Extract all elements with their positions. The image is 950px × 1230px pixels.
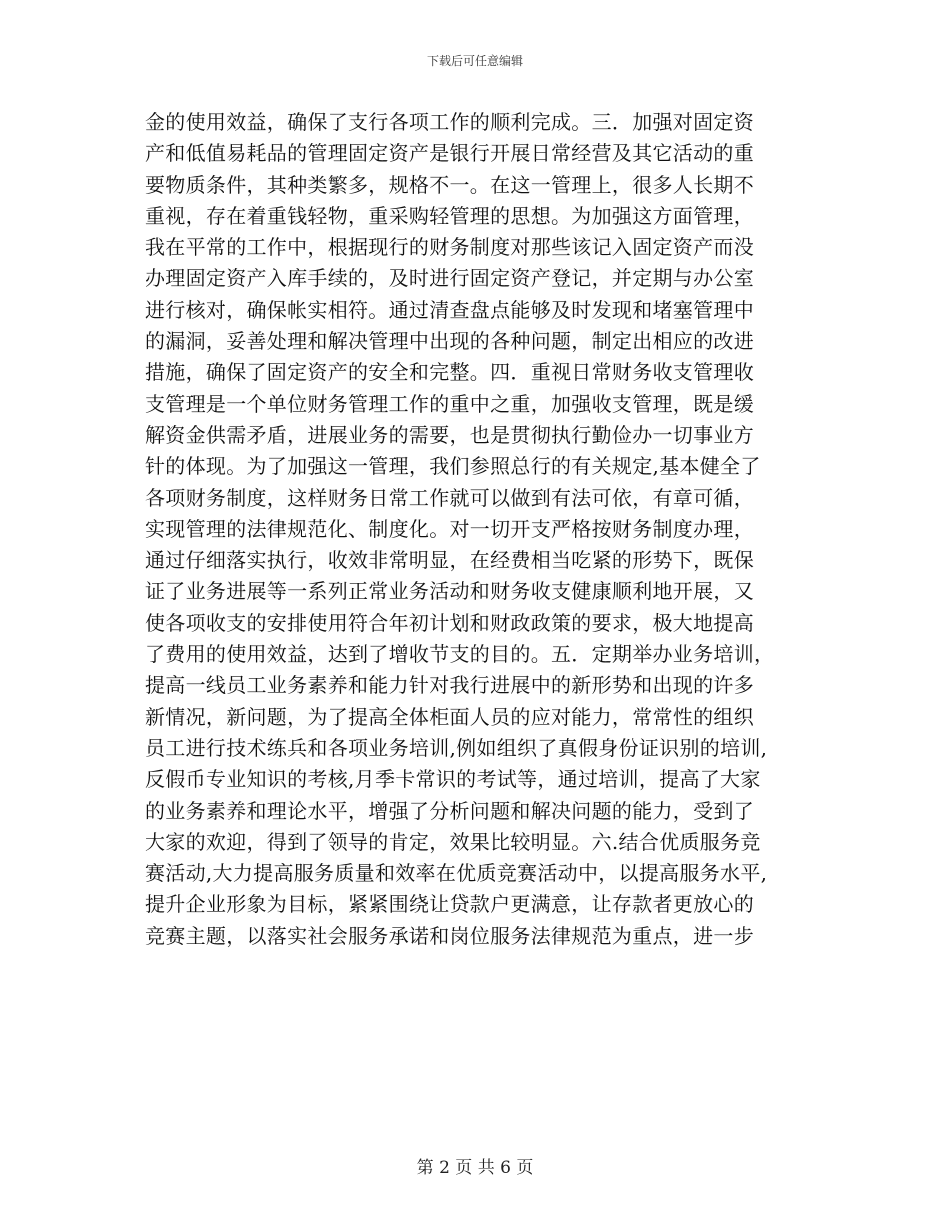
paragraph-line: 各项财务制度，这样财务日常工作就可以做到有法可依，有章可循， bbox=[145, 485, 754, 510]
paragraph-line: 针的体现。为了加强这一管理，我们参照总行的有关规定,基本健全了 bbox=[145, 454, 761, 479]
paragraph-line: 的漏洞，妥善处理和解决管理中出现的各种问题，制定出相应的改进 bbox=[145, 329, 754, 354]
paragraph-line: 员工进行技术练兵和各项业务培训,例如组织了真假身份证识别的培训, bbox=[145, 735, 768, 760]
paragraph-line: 竞赛主题，以落实社会服务承诺和岗位服务法律规范为重点，进一步 bbox=[145, 923, 754, 948]
paragraph-line: 进行核对，确保帐实相符。通过清查盘点能够及时发现和堵塞管理中 bbox=[145, 297, 754, 322]
paragraph-line: 解资金供需矛盾，进展业务的需要，也是贯彻执行勤俭办一切事业方 bbox=[145, 422, 754, 447]
paragraph-line: 产和低值易耗品的管理固定资产是银行开展日常经营及其它活动的重 bbox=[145, 141, 754, 166]
paragraph-line: 措施，确保了固定资产的安全和完整。四．重视日常财务收支管理收 bbox=[145, 360, 754, 385]
paragraph-line: 实现管理的法律规范化、制度化。对一切开支严格按财务制度办理， bbox=[145, 516, 754, 541]
paragraph-line: 金的使用效益，确保了支行各项工作的顺利完成。三．加强对固定资 bbox=[145, 110, 754, 134]
paragraph-line: 使各项收支的安排使用符合年初计划和财政政策的要求，极大地提高 bbox=[145, 610, 754, 635]
paragraph-line: 办理固定资产入库手续的，及时进行固定资产登记，并定期与办公室 bbox=[145, 266, 754, 291]
paragraph-line: 提升企业形象为目标，紧紧围绕让贷款户更满意，让存款者更放心的 bbox=[145, 892, 754, 917]
document-body bbox=[145, 107, 835, 952]
paragraph-line: 通过仔细落实执行，收效非常明显，在经费相当吃紧的形势下，既保 bbox=[145, 548, 754, 573]
page-header-note: 下载后可任意编辑 bbox=[426, 54, 523, 68]
paragraph-line: 我在平常的工作中，根据现行的财务制度对那些该记入固定资产而没 bbox=[145, 235, 754, 260]
paragraph-line: 新情况，新问题，为了提高全体柜面人员的应对能力，常常性的组织 bbox=[145, 704, 754, 729]
paragraph-line: 要物质条件，其种类繁多，规格不一。在这一管理上，很多人长期不 bbox=[145, 172, 754, 197]
paragraph-line: 的业务素养和理论水平，增强了分析问题和解决问题的能力，受到了 bbox=[145, 798, 754, 823]
paragraph-line: 证了业务进展等一系列正常业务活动和财务收支健康顺利地开展，又 bbox=[145, 579, 754, 604]
paragraph-line: 支管理是一个单位财务管理工作的重中之重，加强收支管理，既是缓 bbox=[145, 391, 754, 416]
paragraph-line: 重视，存在着重钱轻物，重采购轻管理的思想。为加强这方面管理， bbox=[145, 203, 754, 228]
paragraph-line: 反假币专业知识的考核,月季卡常识的考试等，通过培训，提高了大家 bbox=[145, 767, 761, 792]
paragraph-line: 提高一线员工业务素养和能力针对我行进展中的新形势和出现的许多 bbox=[145, 673, 754, 698]
page-number-footer: 第 2 页 共 6 页 bbox=[416, 1158, 534, 1178]
paragraph-line: 赛活动,大力提高服务质量和效率在优质竞赛活动中，以提高服务水平, bbox=[145, 861, 768, 886]
paragraph-line: 了费用的使用效益，达到了增收节支的目的。五．定期举办业务培训， bbox=[145, 642, 775, 667]
paragraph-line: 大家的欢迎，得到了领导的肯定，效果比较明显。六.结合优质服务竞 bbox=[145, 829, 761, 854]
